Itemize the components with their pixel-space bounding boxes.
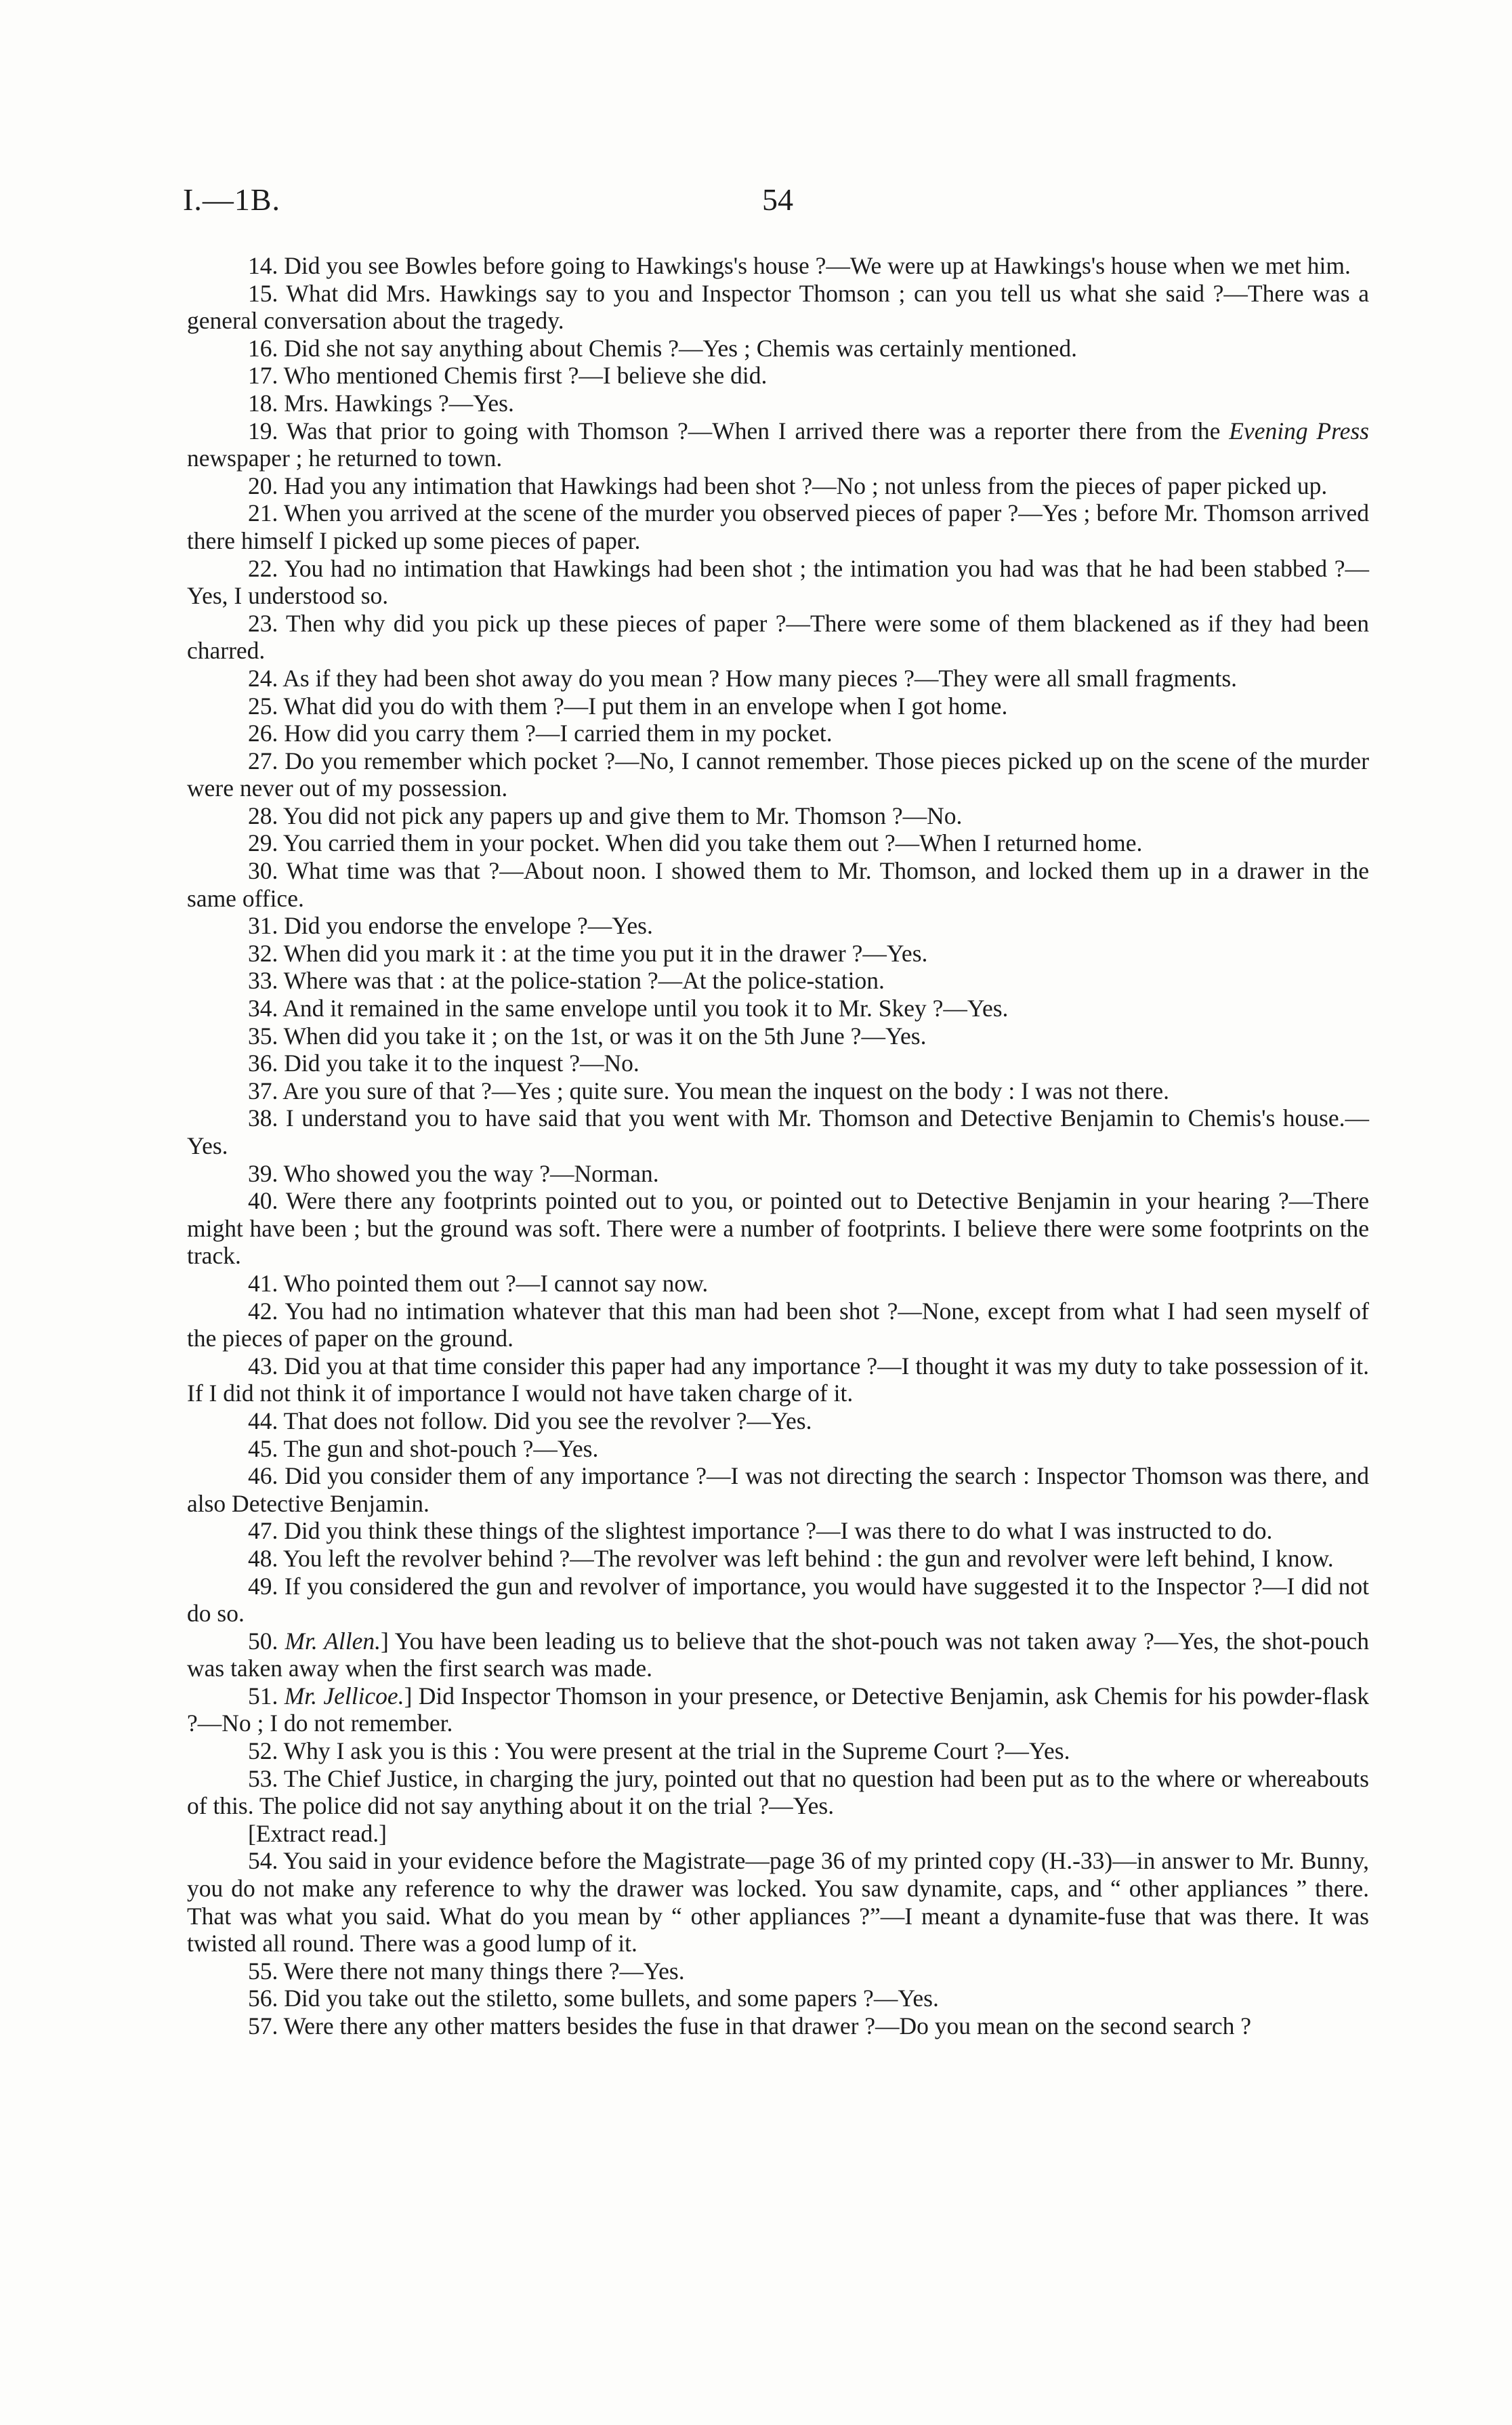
paragraph-text: 48. You left the revolver behind ?—The revolver was left behind : the gun and revolver were left behind, I know. [248,1544,1334,1572]
paragraph-text: 19. Was that prior to going with Thomson ?—When I arrived there was a reporter there from the [248,417,1230,444]
question-answer-paragraph [187,1298,1369,1352]
paragraph-text: 38. I understand you to have said that you went with Mr. Thomson and Detective Benjamin to Chemis's house.— Yes. [187,1104,1369,1159]
paragraph-text: 23. Then why did you pick up these pieces of paper ?—There were some of them blackened as if they had been charred. [187,609,1369,665]
question-answer-paragraph [187,1104,1369,1159]
italic-text: Mr. Jellicoe. [284,1682,404,1709]
paragraph-text: 50. [248,1627,285,1655]
paragraph-text: 21. When you arrived at the scene of the murder you observed pieces of paper ?—Yes ; before Mr. Thomson arrived there himself I picked up some pieces of paper. [187,499,1369,554]
italic-text: Evening Press [1229,417,1369,444]
paragraph-text-continued: ] Did Inspector Thomson in your presence, or Detective Benjamin, ask Chemis for his powder-flask ?—No ; I do not remember. [187,1682,1369,1737]
paragraph-text: 37. Are you sure of that ?—Yes ; quite sure. You mean the inquest on the body : I was not there. [248,1077,1169,1104]
paragraph-text: 18. Mrs. Hawkings ?—Yes. [248,389,514,417]
paragraph-text: 27. Do you remember which pocket ?—No, I cannot remember. Those pieces picked up on the scene of the murder were never out of my possession. [187,747,1369,802]
question-answer-paragraph [187,252,1369,280]
question-answer-paragraph [187,802,1369,830]
paragraph-text: 52. Why I ask you is this : You were present at the trial in the Supreme Court ?—Yes. [248,1737,1070,1765]
paragraph-text: 54. You said in your evidence before the Magistrate—page 36 of my printed copy (H.-33)—in answer to Mr. Bunny, you do not make any reference to why the drawer was locked. You saw dynamite, caps, and “ other appliances ” there. That was what you said. What do you mean by “ other appliances ?”—I meant a dynamite-fuse that was there. It was twisted all round. There was a good lump of it. [187,1847,1369,1957]
question-answer-paragraph [187,857,1369,912]
paragraph-text: 42. You had no intimation whatever that this man had been shot ?—None, except from what I had seen myself of the pieces of paper on the ground. [187,1297,1369,1352]
testimony-text [187,252,1369,2040]
paragraph-text: 33. Where was that : at the police-station ?—At the police-station. [248,967,885,995]
paragraph-text: 25. What did you do with them ?—I put them in an envelope when I got home. [248,692,1008,720]
question-answer-paragraph [187,829,1369,857]
paragraph-text: 17. Who mentioned Chemis first ?—I believe she did. [248,362,768,390]
paragraph-text: 30. What time was that ?—About noon. I showed them to Mr. Thomson, and locked them up in a drawer in the same office. [187,857,1369,912]
question-answer-paragraph [187,940,1369,968]
question-answer-paragraph [187,1077,1369,1105]
paragraph-text: 46. Did you consider them of any importance ?—I was not directing the search : Inspector Thomson was there, and also Detective Benjamin. [187,1462,1369,1517]
paragraph-text: 28. You did not pick any papers up and give them to Mr. Thomson ?—No. [248,802,963,829]
question-answer-paragraph [187,1847,1369,1957]
paragraph-text: 14. Did you see Bowles before going to Hawkings's house ?—We were up at Hawkings's house when we met him. [248,252,1351,279]
paragraph-text: 41. Who pointed them out ?—I cannot say now. [248,1269,709,1297]
question-answer-paragraph [187,1517,1369,1545]
question-answer-paragraph [187,995,1369,1022]
paragraph-text: 22. You had no intimation that Hawkings had been shot ; the intimation you had was that he had been stabbed ?—Yes, I understood so. [187,554,1369,610]
question-answer-paragraph [187,665,1369,692]
paragraph-text: 47. Did you think these things of the slightest importance ?—I was there to do what I was instructed to do. [248,1517,1273,1545]
question-answer-paragraph [187,1957,1369,1985]
paragraph-text: 51. [248,1682,285,1709]
question-answer-paragraph [187,692,1369,720]
question-answer-paragraph [187,1985,1369,2012]
paragraph-text: 43. Did you at that time consider this paper had any importance ?—I thought it was my duty to take possession of it. If I did not think it of importance I would not have taken charge of it. [187,1352,1369,1407]
question-answer-paragraph [187,390,1369,417]
question-answer-paragraph [187,1765,1369,1820]
question-answer-paragraph [187,967,1369,995]
document-reference: I.—1B. [183,182,280,217]
question-answer-paragraph [187,362,1369,390]
question-answer-paragraph [187,335,1369,362]
paragraph-text: 31. Did you endorse the envelope ?—Yes. [248,912,653,940]
paragraph-text: 57. Were there any other matters besides the fuse in that drawer ?—Do you mean on the second search ? [248,2012,1252,2039]
question-answer-paragraph [187,912,1369,940]
paragraph-text: 49. If you considered the gun and revolver of importance, you would have suggested it to the Inspector ?—I did not do so. [187,1572,1369,1628]
question-answer-paragraph [187,1160,1369,1188]
question-answer-paragraph [187,1462,1369,1517]
question-answer-paragraph [187,2012,1369,2040]
question-answer-paragraph [187,1737,1369,1765]
question-answer-paragraph [187,499,1369,554]
paragraph-text: 16. Did she not say anything about Chemis ?—Yes ; Chemis was certainly mentioned. [248,334,1077,362]
question-answer-paragraph [187,1628,1369,1682]
question-answer-paragraph [187,610,1369,665]
question-answer-paragraph [187,1187,1369,1270]
paragraph-text: 44. That does not follow. Did you see the revolver ?—Yes. [248,1407,812,1434]
question-answer-paragraph [187,1573,1369,1628]
question-answer-paragraph [187,1545,1369,1573]
paragraph-text: 20. Had you any intimation that Hawkings had been shot ?—No ; not unless from the pieces of paper picked up. [248,472,1328,499]
paragraph-text: 40. Were there any footprints pointed out to you, or pointed out to Detective Benjamin in your hearing ?—There might have been ; but the ground was soft. There were a number of footprints. I believe there were some footprints on the track. [187,1187,1369,1270]
paragraph-text-continued: newspaper ; he returned to town. [187,444,503,472]
paragraph-text: 39. Who showed you the way ?—Norman. [248,1159,659,1187]
paragraph-text: 15. What did Mrs. Hawkings say to you and Inspector Thomson ; can you tell us what she said ?—There was a general conversation about the tragedy. [187,279,1369,335]
paragraph-text: 53. The Chief Justice, in charging the jury, pointed out that no question had been put as to the where or whereabouts of this. The police did not say anything about it on the trial ?—Yes. [187,1764,1369,1820]
question-answer-paragraph [187,555,1369,610]
question-answer-paragraph [187,1820,1369,1848]
question-answer-paragraph [187,1682,1369,1737]
question-answer-paragraph [187,1050,1369,1077]
paragraph-text: 34. And it remained in the same envelope until you took it to Mr. Skey ?—Yes. [248,995,1009,1022]
question-answer-paragraph [187,720,1369,747]
paragraph-text: [Extract read.] [248,1819,387,1847]
paragraph-text: 55. Were there not many things there ?—Yes. [248,1957,685,1985]
question-answer-paragraph [187,1435,1369,1463]
question-answer-paragraph [187,472,1369,500]
page-header [183,182,1375,222]
paragraph-text-continued: ] You have been leading us to believe that the shot-pouch was not taken away ?—Yes, the shot-pouch was taken away when the first search was made. [187,1627,1370,1682]
paragraph-text: 45. The gun and shot-pouch ?—Yes. [248,1434,599,1462]
paragraph-text: 29. You carried them in your pocket. When did you take them out ?—When I returned home. [248,829,1143,857]
question-answer-paragraph [187,1407,1369,1435]
paragraph-text: 26. How did you carry them ?—I carried them in my pocket. [248,720,833,747]
question-answer-paragraph [187,1352,1369,1407]
question-answer-paragraph [187,747,1369,802]
paragraph-text: 24. As if they had been shot away do you mean ? How many pieces ?—They were all small fragments. [248,664,1238,692]
question-answer-paragraph [187,1270,1369,1298]
page-number: 54 [762,182,793,217]
paragraph-text: 56. Did you take out the stiletto, some bullets, and some papers ?—Yes. [248,1985,939,2012]
question-answer-paragraph [187,1022,1369,1050]
question-answer-paragraph [187,417,1369,472]
question-answer-paragraph [187,280,1369,335]
paragraph-text: 35. When did you take it ; on the 1st, or was it on the 5th June ?—Yes. [248,1022,927,1050]
italic-text: Mr. Allen. [285,1627,381,1655]
paragraph-text: 36. Did you take it to the inquest ?—No. [248,1050,639,1077]
paragraph-text: 32. When did you mark it : at the time you put it in the drawer ?—Yes. [248,939,928,967]
